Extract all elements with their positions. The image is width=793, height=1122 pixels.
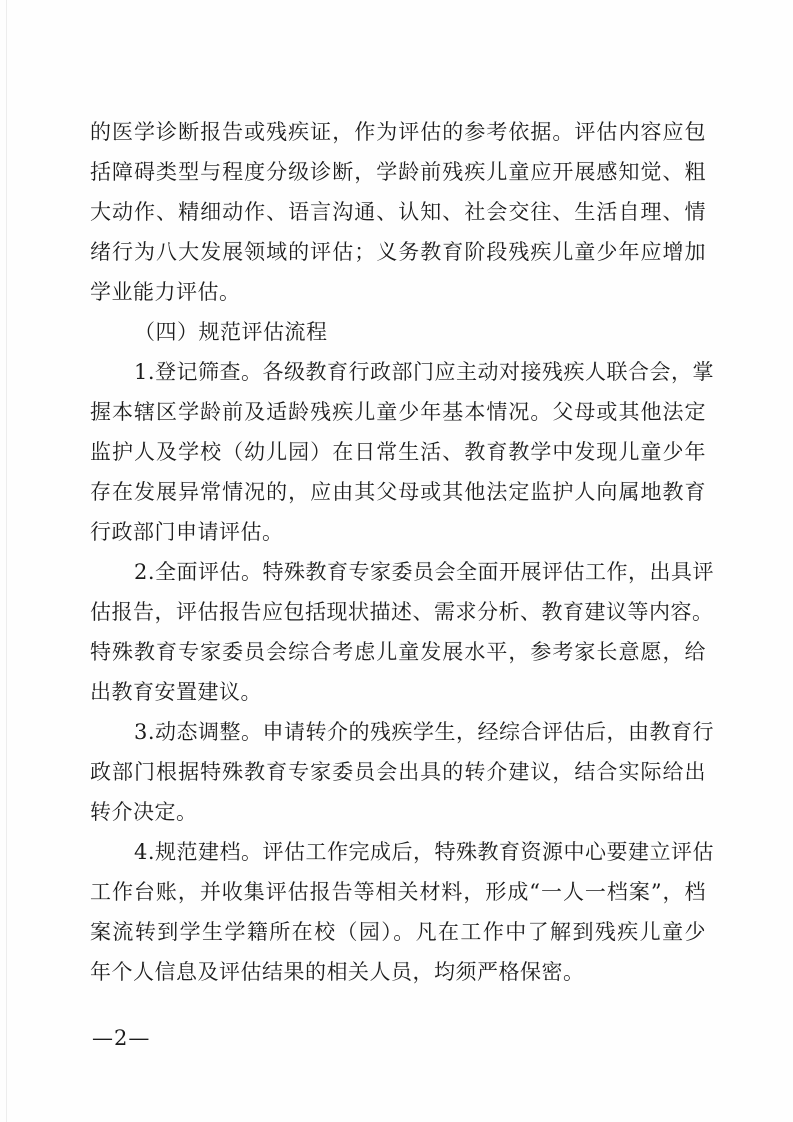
text-line: 1.登记筛查。各级教育行政部门应主动对接残疾人联合会，掌 (134, 360, 715, 384)
text-line: 2.全面评估。特殊教育专家委员会全面开展评估工作，出具评 (134, 560, 715, 584)
text-line: 括障碍类型与程度分级诊断，学龄前残疾儿童应开展感知觉、粗 (90, 160, 706, 184)
section-heading-line: （四）规范评估流程 (134, 320, 328, 344)
page-edge-shadow (6, 0, 7, 1122)
text-line: 工作台账，并收集评估报告等相关材料，形成“一人一档案”，档 (90, 880, 706, 904)
section-heading (90, 312, 706, 352)
text-line: 监护人及学校（幼儿园）在日常生活、教育教学中发现儿童少年 (90, 440, 706, 464)
text-line: 特殊教育专家委员会综合考虑儿童发展水平，参考家长意愿，给 (90, 640, 706, 664)
text-line: 的医学诊断报告或残疾证，作为评估的参考依据。评估内容应包 (90, 120, 706, 144)
text-line: 4.规范建档。评估工作完成后，特殊教育资源中心要建立评估 (134, 840, 715, 864)
paragraph-item-4 (90, 832, 715, 992)
text-line: 年个人信息及评估结果的相关人员，均须严格保密。 (90, 960, 585, 984)
text-line: 行政部门申请评估。 (90, 520, 284, 544)
paragraph-continuation (90, 112, 706, 312)
paragraph-item-2 (90, 552, 715, 712)
document-text-block (90, 112, 715, 992)
page-number: —2— (92, 1026, 151, 1050)
text-line: 3.动态调整。申请转介的残疾学生，经综合评估后，由教育行 (134, 720, 715, 744)
text-line: 出教育安置建议。 (90, 680, 262, 704)
paragraph-item-1 (90, 352, 715, 552)
text-line: 大动作、精细动作、语言沟通、认知、社会交往、生活自理、情 (90, 200, 706, 224)
paragraph-item-3 (90, 712, 715, 832)
text-line: 绪行为八大发展领域的评估；义务教育阶段残疾儿童少年应增加 (90, 240, 706, 264)
text-line: 学业能力评估。 (90, 280, 241, 304)
text-line: 握本辖区学龄前及适龄残疾儿童少年基本情况。父母或其他法定 (90, 400, 706, 424)
text-line: 政部门根据特殊教育专家委员会出具的转介建议，结合实际给出 (90, 760, 706, 784)
text-line: 估报告，评估报告应包括现状描述、需求分析、教育建议等内容。 (90, 600, 714, 624)
text-line: 案流转到学生学籍所在校（园）。凡在工作中了解到残疾儿童少 (90, 920, 706, 944)
text-line: 转介决定。 (90, 800, 198, 824)
text-line: 存在发展异常情况的，应由其父母或其他法定监护人向属地教育 (90, 480, 706, 504)
